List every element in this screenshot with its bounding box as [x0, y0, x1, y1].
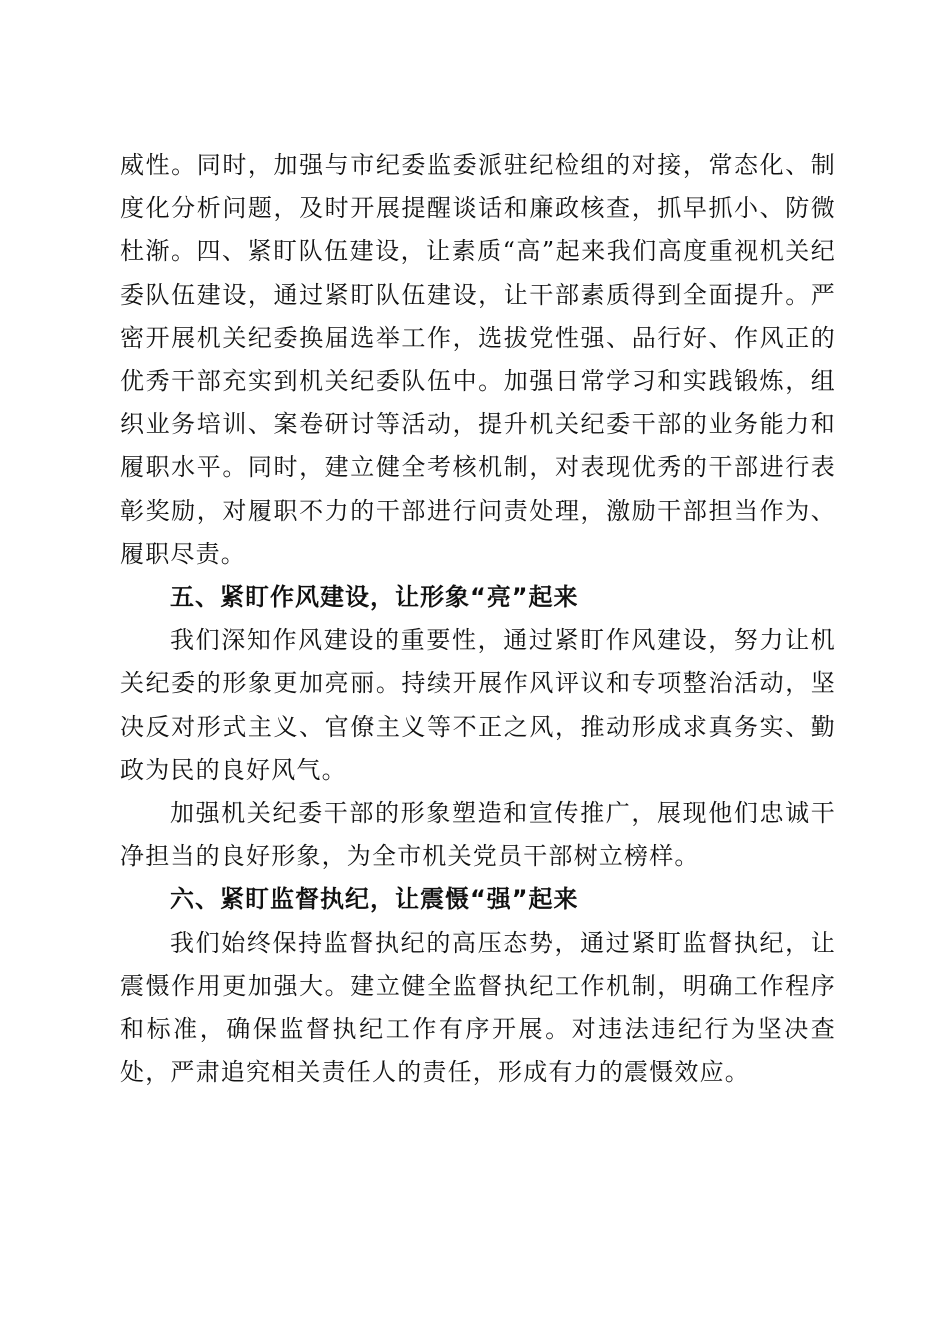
paragraph-supervision: 我们始终保持监督执纪的高压态势，通过紧盯监督执纪，让震慑作用更加强大。建立健全监督执纪工作机制，明确工作程序和标准，确保监督执纪工作有序开展。对违法违纪行为坚决查处，严肃追究相关责任人的责任，形成有力的震慑效应。 — [120, 928, 836, 1087]
section-heading-five: 五、紧盯作风建设，让形象“亮”起来 — [170, 583, 579, 612]
section-heading-six: 六、紧盯监督执纪，让震慑“强”起来 — [170, 885, 579, 914]
paragraph-continuation: 威性。同时，加强与市纪委监委派驻纪检组的对接，常态化、制度化分析问题，及时开展提醒谈话和廉政核查，抓早抓小、防微杜渐。四、紧盯队伍建设，让素质“高”起来我们高度重视机关纪委队伍建设，通过紧盯队伍建设，让干部素质得到全面提升。严密开展机关纪委换届选举工作，选拔党性强、品行好、作风正的优秀干部充实到机关纪委队伍中。加强日常学习和实践锻炼，组织业务培训、案卷研讨等活动，提升机关纪委干部的业务能力和履职水平。同时，建立健全考核机制，对表现优秀的干部进行表彰奖励，对履职不力的干部进行问责处理，激励干部担当作为、履职尽责。 — [120, 151, 836, 568]
document-body — [120, 144, 836, 1094]
paragraph-style-building: 我们深知作风建设的重要性，通过紧盯作风建设，努力让机关纪委的形象更加亮丽。持续开展作风评议和专项整治活动，坚决反对形式主义、官僚主义等不正之风，推动形成求真务实、勤政为民的良好风气。 — [120, 626, 836, 784]
paragraph-image-promotion: 加强机关纪委干部的形象塑造和宣传推广，展现他们忠诚干净担当的良好形象，为全市机关党员干部树立榜样。 — [120, 799, 836, 871]
